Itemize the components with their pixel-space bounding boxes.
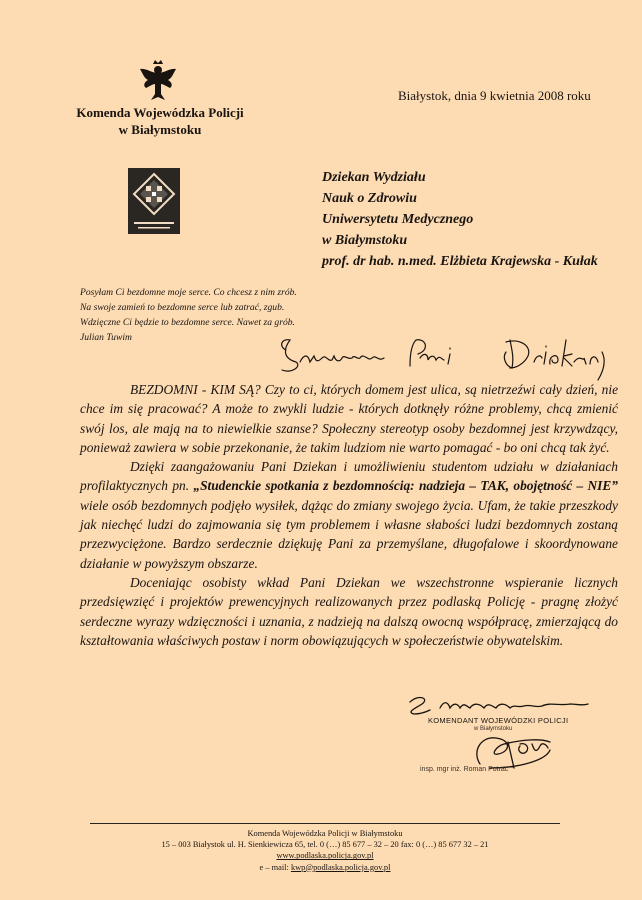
footer-divider [90,823,560,824]
stamp-title: KOMENDANT WOJEWÓDZKI POLICJI [428,716,569,725]
org-line-1: Komenda Wojewódzka Policji [76,105,244,120]
paragraph-1 [80,380,618,457]
motto-line: Na swoje zamień to bezdomne serce lub zatrać, zgub. [80,302,285,313]
paragraph-1-lead: BEZDOMNI - KIM SĄ? [130,382,261,397]
paragraph-1-text: Czy to ci, których domem jest ulica, są nietrzeźwi cały dzień, nie chce im się pracować? A może to zwykli ludzie - których dotknęły różne problemy, chcą zmienić swój los, ale mają na to niewielkie szanse? Społeczny stereotyp osoby bezdomnej jest krzywdzący, ponieważ zawiera w sobie przekonanie, że takim ludziom nie warto pomagać - bo oni chcą tak żyć. [80,382,619,455]
motto-author: Julian Tuwim [80,332,132,343]
motto-quote [80,285,297,345]
footer-website-link[interactable]: www.podlaska.policja.gov.pl [276,851,374,861]
letter-footer [90,828,560,873]
stamp-city: w Białymstoku [474,726,513,732]
paragraph-2-text: wiele osób bezdomnych podjęło wysiłek, dążąc do zmiany swojego życia. Ufam, że takie przeszkody jak niechęć ludzi do zajmowania się tym problemem i własne słabości ludzi bezdomnych zostaną przezwyciężone. Bardzo serdecznie dziękuję Pani za przemyślane, długofalowe i skoordynowane działanie w powyższym obszarze. [80,497,618,571]
letter-date: Białystok, dnia 9 kwietnia 2008 roku [398,88,591,103]
footer-address: 15 – 003 Białystok ul. H. Sienkiewicza 65, tel. 0 (…) 85 677 – 32 – 20 fax: 0 (…) 85 677 32 – 21 [161,840,489,850]
paragraph-2-intro: Dzięki zaangażowaniu Pani Dziekan i umożliwieniu studentom udziału w działaniach profilaktycznych pn. [80,459,618,494]
footer-org: Komenda Wojewódzka Policji w Białymstoku [247,829,403,838]
stamp-name: insp. mgr inż. Roman Potrac [420,766,509,773]
policja-mosaic-logo-icon [128,168,180,234]
motto-line: Wdzięczne Ci będzie to bezdomne serce. Nawet za grób. [80,317,295,328]
letter-body [80,380,618,650]
footer-email-row [90,862,560,873]
polish-eagle-icon [138,60,178,102]
addressee-line: w Białymstoku [322,233,408,248]
handwritten-salutation [280,336,620,386]
footer-email-link[interactable]: kwp@podlaska.policja.gov.pl [290,862,391,872]
footer-email-label: e – mail: [259,862,291,872]
addressee-line: prof. dr hab. n.med. Elżbieta Krajewska - Kułak [322,254,598,269]
organization-name [60,104,260,138]
org-line-2: w Białymstoku [118,122,202,137]
program-name: „Studenckie spotkania z bezdomnością: nadzieja – TAK, obojętność – NIE” [193,478,618,494]
addressee-line: Dziekan Wydziału [322,170,426,185]
addressee-line: Nauk o Zdrowiu [322,191,417,206]
addressee-line: Uniwersytetu Medycznego [322,212,474,227]
salutation-text: Szanowna Pani Dziekan, [280,336,290,337]
motto-line: Posyłam Ci bezdomne moje serce. Co chcesz z nim zrób. [80,287,297,298]
addressee-block [322,167,598,272]
paragraph-3: Doceniając osobisty wkład Pani Dziekan we wszechstronne wspieranie licznych przedsięwzięć i projektów prewencyjnych realizowanych przez podlaską Policję - pragnę złożyć serdeczne wyrazy wdzięczności i uznania, z nadzieją na dalszą owocną współpracę, zmierzającą do kształtowania właściwych postaw i norm obowiązujących w społeczeństwie obywatelskim. [80,574,618,648]
paragraph-2 [80,457,618,573]
